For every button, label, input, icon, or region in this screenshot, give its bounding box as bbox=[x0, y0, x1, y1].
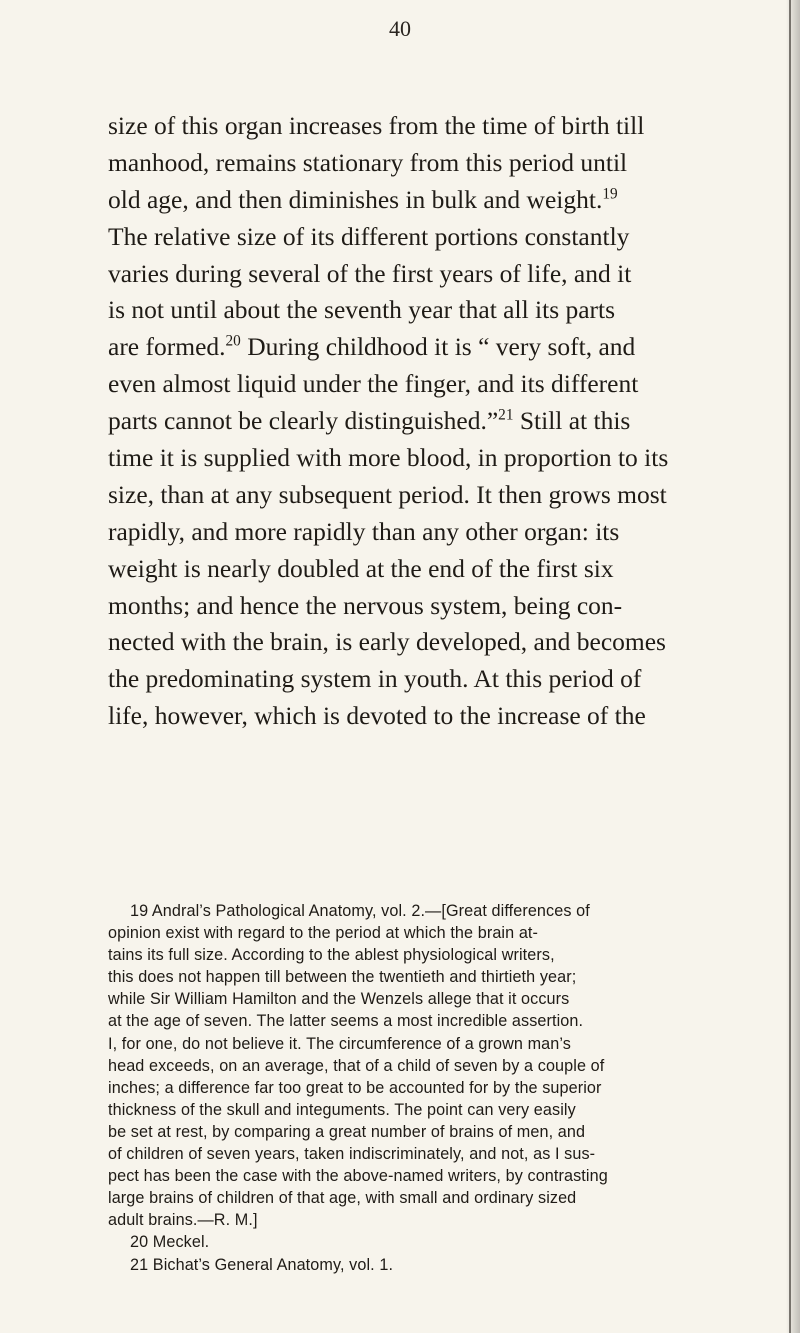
footnote-19-line-10: thickness of the skull and integuments. The point can very easily bbox=[108, 1100, 576, 1119]
body-text bbox=[108, 108, 782, 735]
body-line-6: is not until about the seventh year that all its parts bbox=[108, 295, 616, 325]
footnote-ref-21: 21 bbox=[498, 406, 514, 424]
body-line-4: The relative size of its different portions constantly bbox=[108, 221, 630, 251]
body-line-7-rest: During childhood it is “ very soft, and bbox=[240, 332, 636, 362]
footnote-19-line-1: 19 Andral’s Pathological Anatomy, vol. 2.—[Great differences of bbox=[130, 902, 590, 920]
body-line-16: the predominating system in youth. At this period of bbox=[108, 664, 642, 694]
body-line-3-text: old age, and then diminishes in bulk and weight. bbox=[108, 184, 603, 214]
footnote-19-line-4: this does not happen till between the twentieth and thirtieth year; bbox=[108, 968, 577, 987]
body-line-8: even almost liquid under the finger, and its different bbox=[108, 369, 639, 399]
footnote-19-line-14: large brains of children of that age, with small and ordinary sized bbox=[108, 1189, 577, 1208]
body-line-5: varies during several of the first years of life, and it bbox=[108, 258, 632, 288]
body-line-2: manhood, remains stationary from this period until bbox=[108, 147, 628, 177]
page-edge-line bbox=[789, 0, 791, 1333]
body-line-9 bbox=[108, 403, 782, 440]
footnote-19-line-8: head exceeds, on an average, that of a child of seven by a couple of bbox=[108, 1056, 605, 1075]
footnote-19-line-2: opinion exist with regard to the period at which the brain at- bbox=[108, 924, 539, 943]
footnote-19-line-11: be set at rest, by comparing a great number of brains of men, and bbox=[108, 1122, 586, 1141]
body-line-9-rest: Still at this bbox=[513, 406, 631, 436]
footnote-ref-20: 20 bbox=[225, 332, 241, 350]
body-line-7 bbox=[108, 329, 782, 366]
footnote-19-line-9: inches; a difference far too great to be accounted for by the superior bbox=[108, 1078, 602, 1097]
body-line-13: weight is nearly doubled at the end of the first six bbox=[108, 553, 614, 583]
footnote-19-line-3: tains its full size. According to the ablest physiological writers, bbox=[108, 946, 555, 965]
body-line-11: size, than at any subsequent period. It then grows most bbox=[108, 479, 667, 509]
body-line-17: life, however, which is devoted to the increase of the bbox=[108, 701, 646, 731]
body-line-15: nected with the brain, is early developed, and becomes bbox=[108, 627, 666, 657]
body-line-3 bbox=[108, 182, 782, 219]
body-line-9-text: parts cannot be clearly distinguished.” bbox=[108, 406, 499, 436]
footnote-19-line-12: of children of seven years, taken indiscriminately, and not, as I sus- bbox=[108, 1145, 596, 1164]
footnote-19-line-5: while Sir William Hamilton and the Wenzels allege that it occurs bbox=[108, 990, 570, 1009]
footnote-19-line-6: at the age of seven. The latter seems a most incredible assertion. bbox=[108, 1012, 584, 1031]
page-number: 40 bbox=[389, 16, 411, 41]
footnotes bbox=[108, 900, 780, 1276]
footnote-19-line-7: I, for one, do not believe it. The circumference of a grown man’s bbox=[108, 1034, 571, 1053]
footnote-ref-19: 19 bbox=[602, 185, 618, 203]
body-line-10: time it is supplied with more blood, in proportion to its bbox=[108, 443, 669, 473]
body-line-14: months; and hence the nervous system, being con- bbox=[108, 590, 623, 620]
footnote-21: 21 Bichat’s General Anatomy, vol. 1. bbox=[130, 1255, 394, 1274]
body-line-7-text: are formed. bbox=[108, 332, 226, 362]
footnote-19-line-13: pect has been the case with the above-named writers, by contrasting bbox=[108, 1167, 608, 1186]
body-line-12: rapidly, and more rapidly than any other organ: its bbox=[108, 516, 620, 546]
footnote-19-line-15: adult brains.—R. M.] bbox=[108, 1211, 258, 1230]
body-line-1: size of this organ increases from the time of birth till bbox=[108, 111, 645, 140]
footnote-20: 20 Meckel. bbox=[130, 1233, 210, 1252]
